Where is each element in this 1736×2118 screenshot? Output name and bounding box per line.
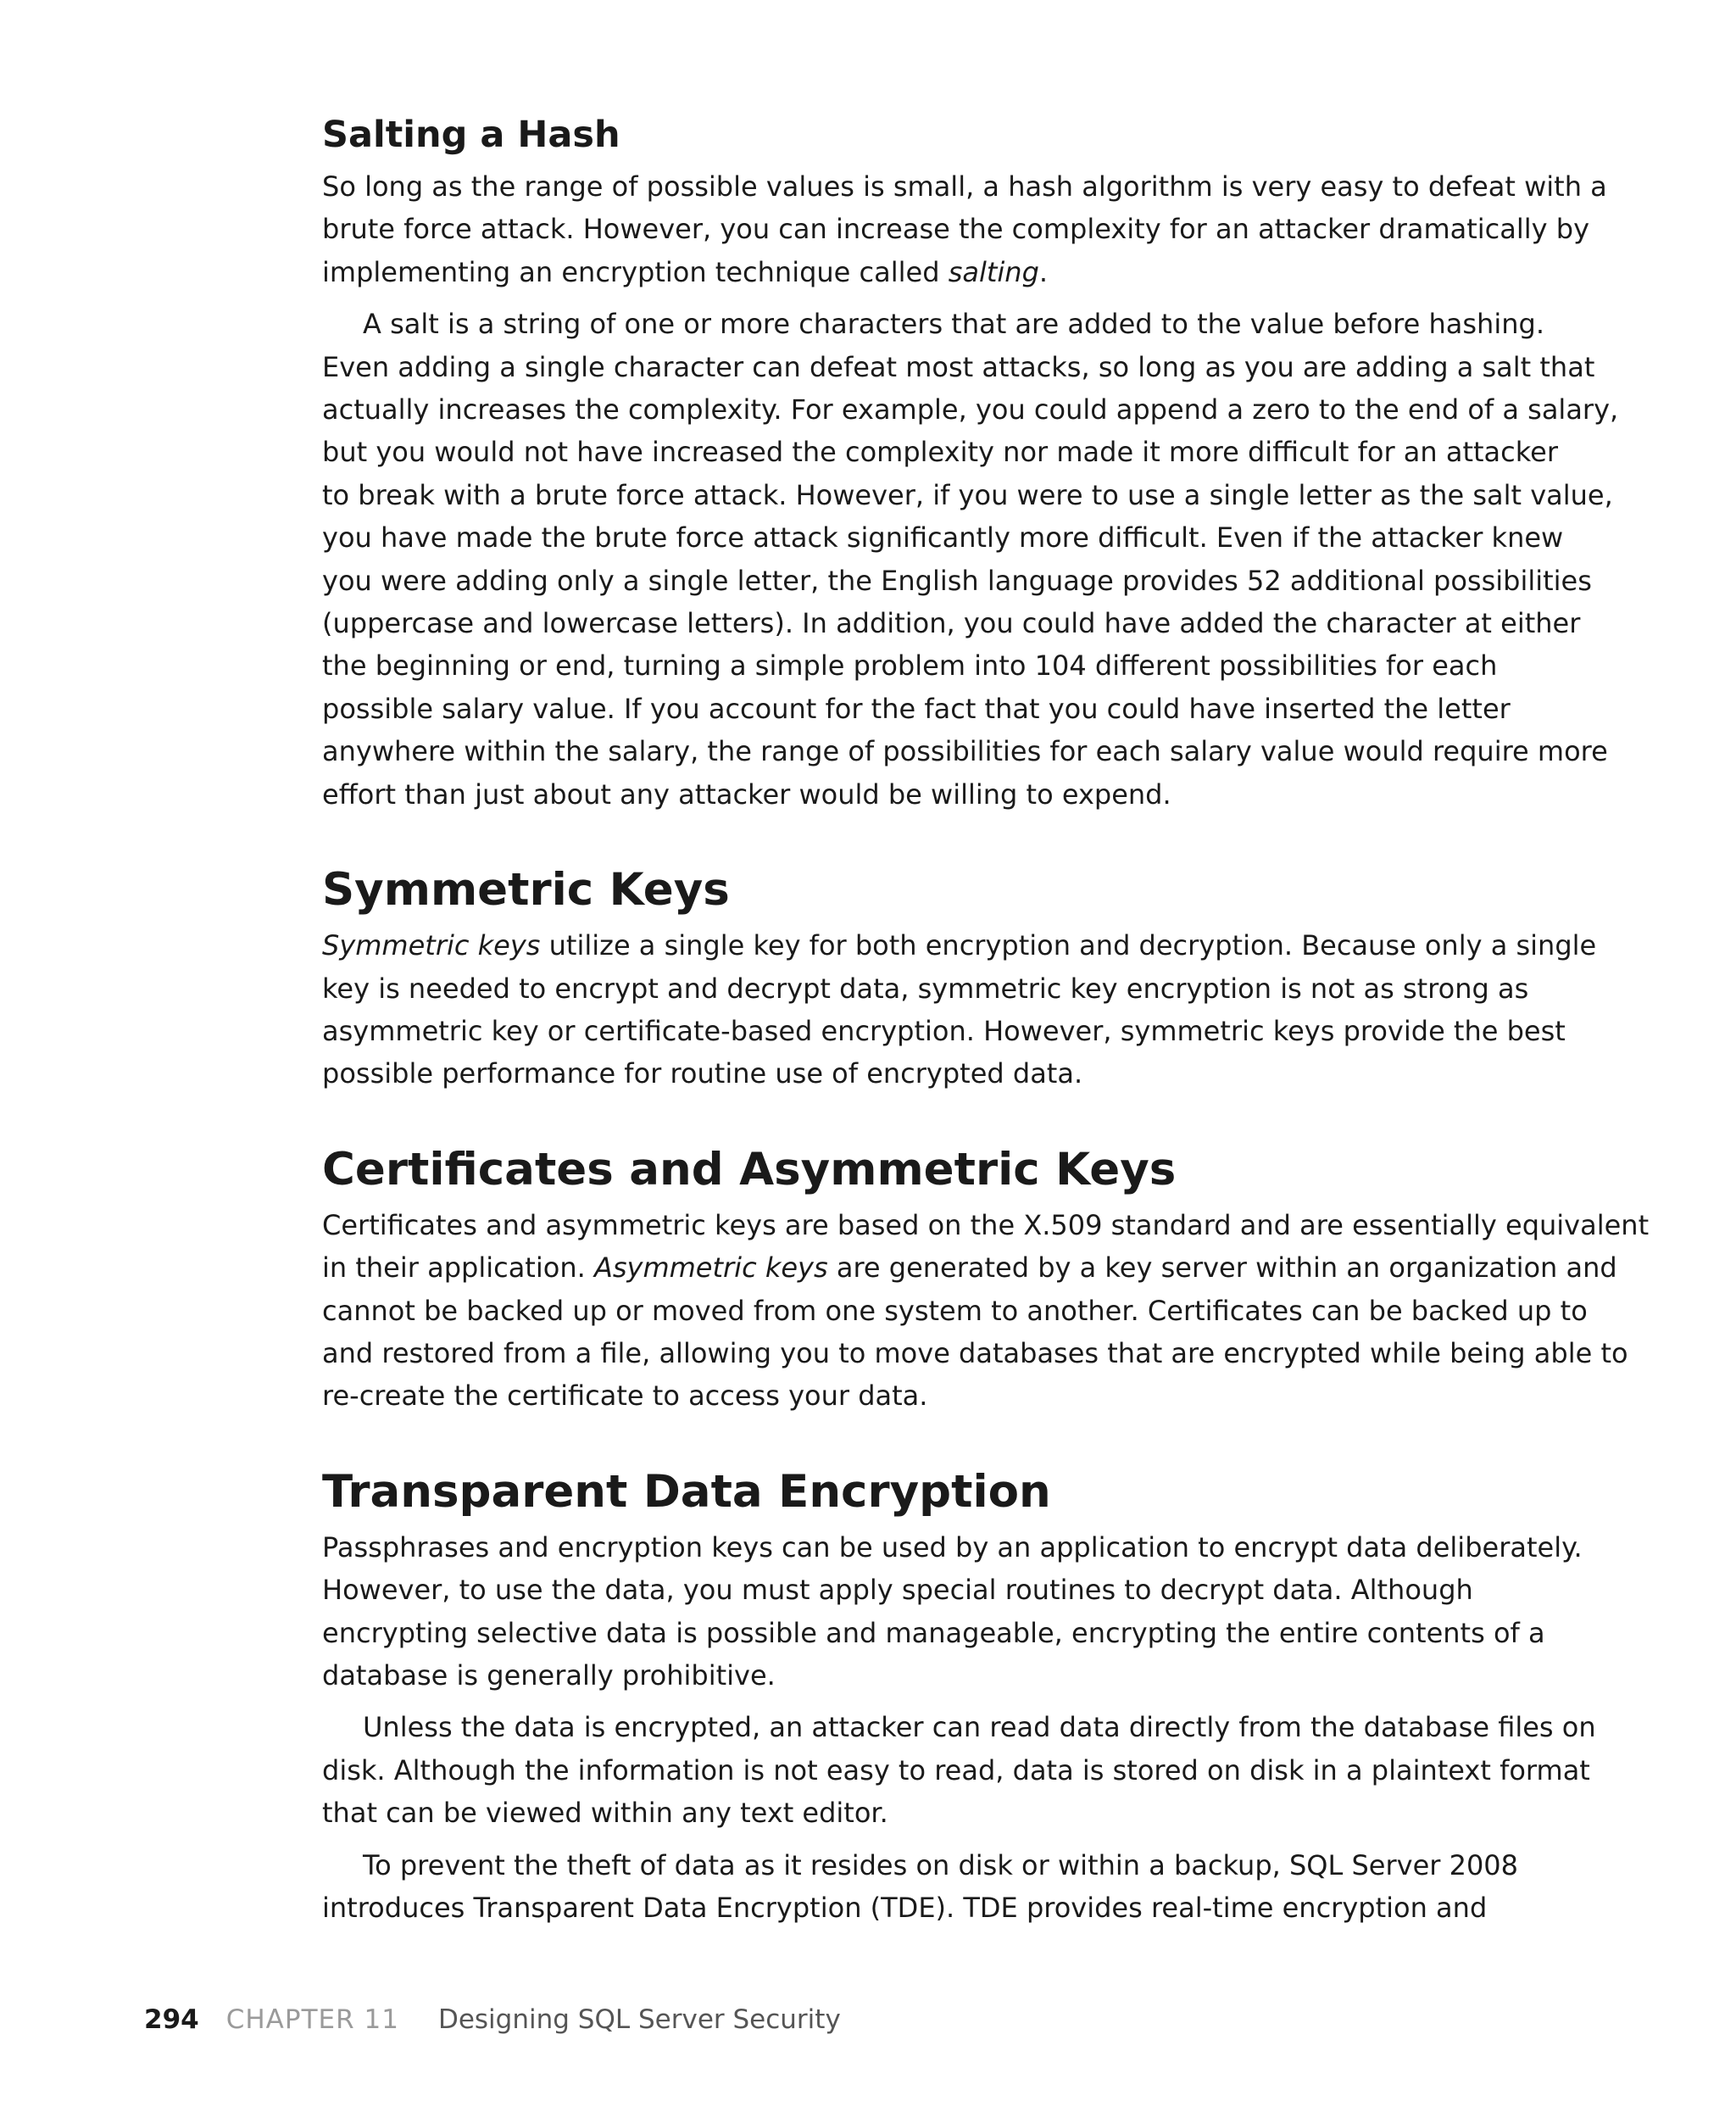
paragraph: [322, 924, 1597, 1095]
section-transparent-data-encryption: [322, 1458, 1596, 1930]
text-run: utilize a single key for both encryption and decryption. Because only a single: [540, 929, 1597, 962]
italic-term: Asymmetric keys: [593, 1251, 828, 1285]
text-line: disk. Although the information is not easy to read, data is stored on disk in a plaintext format: [322, 1753, 1590, 1786]
section-salting-a-hash: [322, 107, 1619, 816]
text-line: introduces Transparent Data Encryption (TDE). TDE provides real-time encryption and: [322, 1892, 1488, 1924]
text-line: Certificates and asymmetric keys are based on the X.509 standard and are essentially equivalent: [322, 1208, 1650, 1241]
paragraph: [322, 303, 1619, 816]
text-line: Unless the data is encrypted, an attacker can read data directly from the database files on: [363, 1711, 1596, 1744]
paragraph: [322, 1526, 1583, 1697]
page-footer: [144, 2001, 841, 2038]
text-line: you were adding only a single letter, the English language provides 52 additional possibilities: [322, 564, 1592, 597]
text-line: encrypting selective data is possible and manageable, encrypting the entire contents of a: [322, 1616, 1545, 1649]
text-line: that can be viewed within any text editor.: [322, 1797, 888, 1830]
text-line: [322, 1246, 1617, 1289]
text-line: to break with a brute force attack. However, if you were to use a single letter as the salt value,: [322, 478, 1613, 511]
text-line: To prevent the theft of data as it resides on disk or within a backup, SQL Server 2008: [363, 1848, 1519, 1881]
chapter-title: Designing SQL Server Security: [437, 2004, 841, 2035]
text-line: So long as the range of possible values is small, a hash algorithm is very easy to defeat with a: [322, 170, 1607, 203]
text-run: are generated by a key server within an organization and: [827, 1251, 1617, 1285]
text-line: re-create the certificate to access your data.: [322, 1379, 928, 1413]
text-line: [322, 924, 1597, 967]
section-heading: Transparent Data Encryption: [322, 1465, 1051, 1518]
section-certificates-and-asymmetric-keys: [322, 1136, 1650, 1418]
text-line: key is needed to encrypt and decrypt data, symmetric key encryption is not as strong as: [322, 972, 1529, 1005]
text-line: database is generally prohibitive.: [322, 1658, 776, 1692]
text-line: and restored from a file, allowing you to move databases that are encrypted while being able to: [322, 1336, 1628, 1369]
page-content: [322, 107, 1650, 1938]
chapter-label: CHAPTER 11: [225, 2004, 399, 2035]
text-line: However, to use the data, you must apply special routines to decrypt data. Although: [322, 1574, 1473, 1607]
text-line: Passphrases and encryption keys can be used by an application to encrypt data deliberately.: [322, 1530, 1583, 1563]
text-line: asymmetric key or certificate-based encryption. However, symmetric keys provide the best: [322, 1014, 1566, 1047]
text-line: A salt is a string of one or more characters that are added to the value before hashing.: [363, 308, 1544, 341]
text-line: possible salary value. If you account for the fact that you could have inserted the letter: [322, 692, 1511, 725]
paragraph: [322, 1706, 1596, 1834]
text-line: brute force attack. However, you can increase the complexity for an attacker dramatically by: [322, 213, 1590, 246]
text-line: you have made the brute force attack significantly more difficult. Even if the attacker knew: [322, 521, 1564, 555]
text-line: (uppercase and lowercase letters). In addition, you could have added the character at either: [322, 607, 1581, 640]
paragraph: [322, 1204, 1650, 1418]
subsection-heading: Salting a Hash: [322, 114, 620, 156]
text-line: Even adding a single character can defeat most attacks, so long as you are adding a salt that: [322, 350, 1595, 383]
text-line: cannot be backed up or moved from one system to another. Certificates can be backed up to: [322, 1294, 1588, 1327]
paragraph: [322, 1844, 1551, 1930]
text-line: actually increases the complexity. For example, you could append a zero to the end of a salary,: [322, 393, 1619, 426]
text-run: in their application.: [322, 1251, 594, 1285]
text-run: .: [1038, 255, 1049, 288]
text-line: effort than just about any attacker would be willing to expend.: [322, 778, 1171, 811]
text-line: but you would not have increased the complexity nor made it more difficult for an attacker: [322, 436, 1558, 469]
text-line: anywhere within the salary, the range of possibilities for each salary value would require more: [322, 735, 1608, 768]
paragraph: [322, 165, 1607, 293]
page-number: 294: [144, 2004, 199, 2035]
text-line: [322, 251, 1551, 293]
text-run: implementing an encryption technique called: [322, 255, 949, 288]
text-line: the beginning or end, turning a simple problem into 104 different possibilities for each: [322, 649, 1498, 683]
section-symmetric-keys: [322, 856, 1597, 1095]
italic-term: Symmetric keys: [322, 929, 541, 962]
section-heading: Certificates and Asymmetric Keys: [322, 1143, 1177, 1196]
italic-term: salting: [948, 255, 1039, 288]
text-line: possible performance for routine use of encrypted data.: [322, 1057, 1083, 1090]
section-heading: Symmetric Keys: [322, 864, 730, 917]
